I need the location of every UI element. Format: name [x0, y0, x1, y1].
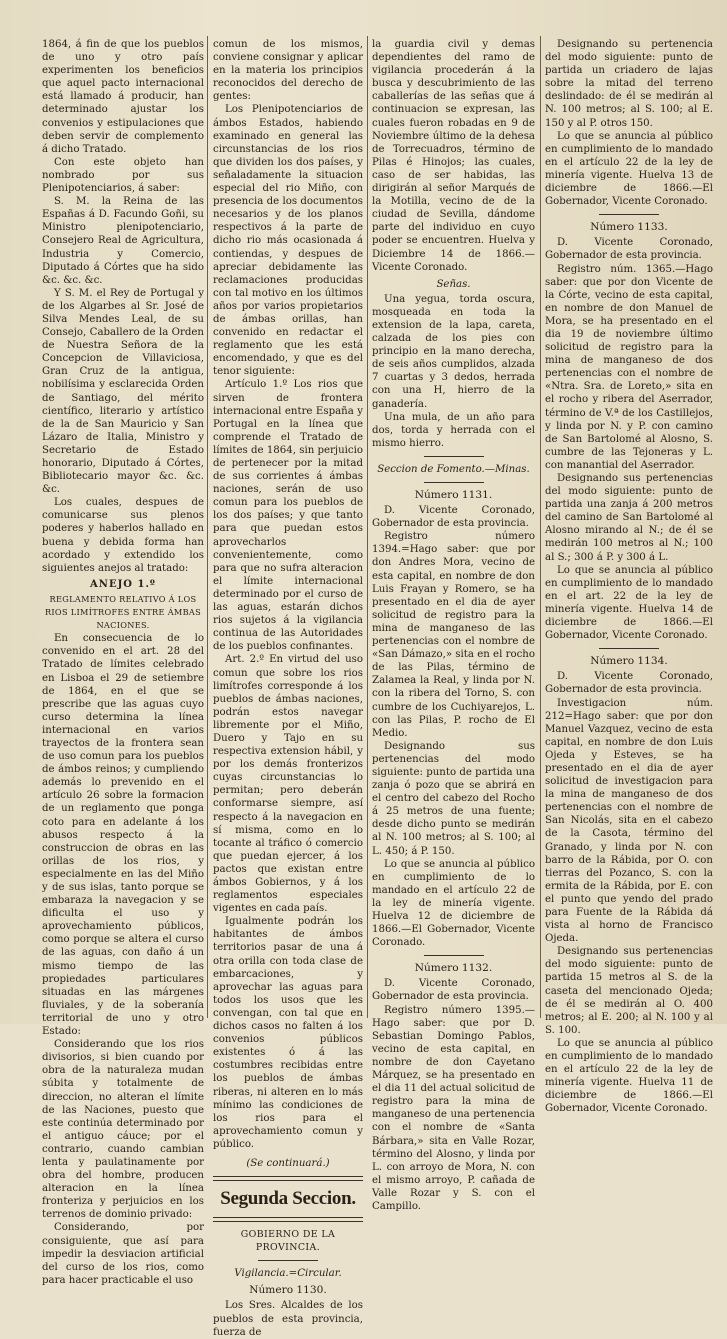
paragraph: Registro número 1394.=Hago saber: que por don Andres Mora, vecino de esta capital, en nombre de don Luis Frayan y Romero, se ha presentado en el dia de ayer solicitud de registro para la mina de manganeso de las pertenencias con el nombre de «San Dámazo,» sita en el rocho de las Pilas, término de Zalamea la Real, y linda por N. con la ribera del Torno, S. con cumbre de los Cuchiyarejos, L. con las Pilas, P. rocho de El Medio.	[372, 531, 535, 739]
senas-heading: Señas.	[436, 278, 471, 290]
reglamento-heading: REGLAMENTO RELATIVO Á LOS RIOS LIMÍTROFES ENTRE ÁMBAS NACIONES.	[44, 593, 202, 631]
paragraph: Designando sus pertenencias del modo siguiente: punto de partida una zanja á 200 metros del camino de San Bartolomé al Alosno mirando al N.; de él se medirán 100 metros al N.; 100 al S.; 300 á P. y 300 á L.	[545, 473, 713, 563]
paragraph: Igualmente podrán los habitantes de ámbos territorios pasar de una á otra orilla con toda clase de embarcaciones, y aprovechar las aguas para todos los usos que les convengan, con tal que en dichos casos no falten á los convenios públicos existentes ó á las costumbres recibidas entre los pueblos de ámbas riberas, ni alteren en lo más mínimo las condiciones de los rios para el aprovechamiento comun y público.	[213, 916, 363, 1150]
paragraph: Artículo 1.º Los rios que sirven de frontera internacional entre España y Portugal en la línea que comprende el Tratado de límites de 1864, sin perjuicio de pertenecer por la mitad de sus corrientes á ámbas naciones, serán de uso comun para los pueblos de los dos países; y que tanto para que puedan estos aprovecharlos convenientemente, como para que no sufra alteracion el límite internacional determinado por el curso de las aguas, estarán dichos rios sujetos á la vigilancia continua de las Autoridades de los pueblos confinantes.	[213, 379, 363, 653]
paragraph: Lo que se anuncia al público en cumplimiento de lo mandado en el artículo 22 de la ley de minería vigente. Huelva 12 de diciembre de 1866.—El Gobernador, Vicente Coronado.	[372, 858, 535, 949]
section-divider	[213, 1176, 363, 1181]
paragraph: D. Vicente Coronado, Gobernador de esta provincia.	[372, 978, 535, 1003]
paragraph: Art. 2.º En virtud del uso comun que sobre los rios limítrofes corresponde á los pueblos de ámbas naciones, podrán estos navegar libremente por el Miño, Duero y Tajo en su respectiva extension hábil, y por los demás fronterizos cuyas circunstancias lo permitan; pero deberán conformarse siempre, así respecto á la navegacion en sí misma, como en lo tocante al tráfico ó comercio que puedan ejercer, á los pactos que existan entre ámbos Gobiernos, y á los reglamentos especiales vigentes en cada país.	[213, 654, 363, 915]
paragraph: Registro número 1395.—Hago saber: que por D. Sebastian Domingo Pablos, vecino de esta capital, en nombre de don Cayetano Márquez, se ha presentado en el dia 11 del actual solicitud de registro para la mina de manganeso de una pertenencia con el nombre de «Santa Bárbara,» sita en Valle Rozar, término del Alosno, y linda por L. con arroyo de Mora, N. con el mismo arroyo, P. cañada de Valle Rozar y S. con el Campillo.	[372, 1004, 535, 1212]
paragraph: Una mula, de un año para dos, torda y herrada con el mismo hierro.	[372, 411, 535, 449]
paragraph: Una yegua, torda oscura, mosqueada en toda la extension de la lapa, careta, calzada de los pies con principio en la mano derecha, de seis años cumplidos, alzada 7 cuartas y 3 dedos, herrada con una H, hierro de la ganadería.	[372, 293, 535, 410]
paragraph: D. Vicente Coronado, Gobernador de esta provincia.	[372, 505, 535, 530]
paragraph: Los Sres. Alcaldes de los pueblos de esta provincia, fuerza de	[213, 1300, 363, 1338]
paragraph: Designando su pertenencia del modo siguiente: punto de partida un criadero de lajas sobre la mitad del terreno deslindado: de él se medirán al N. 100 metros; al S. 100; al E. 150 y al P. otros 150.	[545, 39, 713, 129]
paragraph: Lo que se anuncia al público en cumplimiento de lo mandado en el artículo 22 de la ley de minería vigente. Huelva 13 de diciembre de 1866.—El Gobernador, Vicente Coronado.	[545, 130, 713, 208]
paragraph: Con este objeto han nombrado por sus Plenipotenciarios, á saber:	[42, 156, 204, 195]
paragraph: Considerando que los rios divisorios, si bien cuando por obra de la naturaleza mudan súbita y totalmente de direccion, no alteran el límite de las Naciones, puesto que este continúa determinado por el antiguo cáuce; por el contrario, cuando cambian lenta y paulatinamente por obra del hombre, producen alteracion en la línea fronteriza y perjuicios en los terrenos de dominio privado:	[42, 1039, 204, 1221]
short-divider	[424, 456, 484, 457]
column-rule	[207, 36, 208, 1018]
continuara-note: (Se continuará.)	[246, 1157, 330, 1169]
paragraph: Lo que se anuncia al público en cumplimiento de lo mandado en el art. 22 de la ley de minería vigente. Huelva 14 de diciembre de 1866.—El Gobernador, Vicente Coronado.	[545, 564, 713, 642]
paragraph: Considerando, por consiguiente, que así para impedir la desviacion artificial del curso de los rios, como para hacer practicable el uso	[42, 1222, 204, 1286]
column-rule	[540, 36, 541, 1018]
short-divider	[599, 214, 659, 215]
short-divider	[424, 482, 484, 483]
section-divider	[213, 1217, 363, 1222]
paragraph: Designando sus pertenencias del modo siguiente: punto de partida una zanja ó pozo que se abrirá en el centro del cabezo del Rocho á 25 metros de una fuente; desde dicho punto se medirán al N. 100 metros; al S. 100; al L. 450; á P. 150.	[372, 740, 535, 857]
column-1	[42, 38, 204, 1286]
paragraph: Designando sus pertenencias del modo siguiente: punto de partida 15 metros al S. de la caseta del mencionado Ojeda; de él se medirán al O. 400 metros; al E. 200; al N. 100 y al S. 100.	[545, 946, 713, 1036]
short-divider	[258, 1260, 318, 1261]
numero-heading: Número 1131.	[414, 489, 493, 501]
paragraph: Registro núm. 1365.—Hago saber: que por don Vicente de la Córte, vecino de esta capital, en nombre de don Manuel de Mora, se ha presentado en el dia 19 de noviembre último solicitud de registro para la mina de manganeso de dos pertenencias con el nombre de «Ntra. Sra. de Loreto,» sita en el rocho y ribera del Aserrador, término de V.ª de los Castillejos, y linda por N. y P. con camino de San Bartolomé al Alosno, S. cumbre de las Tejoneras y L. con manantial del Aserrador.	[545, 263, 713, 471]
paragraph: Los Plenipotenciarios de ámbos Estados, habiendo examinado en general las circunstancias de los rios que dividen los dos países, y señaladamente la situacion especial del rio Miño, con presencia de los documentos necesarios y de los planos respectivos á la parte de dicho rio más ocasionada á contiendas, y despues de apreciar debidamente las reclamaciones producidas con tal motivo en los últimos años por varios propietarios de ámbas orillas, han convenido en redactar el reglamento que les está encomendado, y que es del tenor siguiente:	[213, 104, 363, 378]
column-4	[545, 38, 713, 1115]
paragraph: Los cuales, despues de comunicarse sus plenos poderes y haberlos hallado en buena y debida forma han acordado y extendido los siguientes anejos al tratado:	[42, 497, 204, 574]
numero-heading: Número 1134.	[590, 655, 668, 668]
paragraph: comun de los mismos, conviene consignar y aplicar en la materia los principios reconocidos del derecho de gentes:	[213, 39, 363, 103]
vigilancia-heading: Vigilancia.=Circular.	[234, 1268, 342, 1280]
anejo-heading: ANEJO 1.º	[90, 578, 156, 590]
paragraph: Y S. M. el Rey de Portugal y de los Algarbes al Sr. José de Silva Mendes Leal, de su Consejo, Caballero de la Orden de Nuestra Señora de la Concepcion de Villaviciosa, Gran Cruz de la antigua, nobilísima y esclarecida Orden de Santiago, del mérito científico, literario y artístico de la de San Mauricio y San Lázaro de Italia, Ministro y Secretario de Estado honorario, Diputado á Córtes, Bibliotecario mayor &c. &c. &c.	[42, 287, 204, 496]
short-divider	[424, 955, 484, 956]
gobierno-heading: GOBIERNO DE LA PROVINCIA.	[240, 1229, 336, 1254]
paragraph: 1864, á fin de que los pueblos de uno y otro país experimenten los beneficios que aquel pacto internacional está llamado á producir, han determinado ajustar los convenios y estipulaciones que deben servir de complemento á dicho Tratado.	[42, 39, 204, 155]
paragraph: En consecuencia de lo convenido en el art. 28 del Tratado de límites celebrado en Lisboa el 29 de setiembre de 1864, en el que se prescribe que las aguas cuyo curso determina la línea internacional en varios trayectos de la frontera sean de uso comun para los pueblos de ámbos reinos; y cumpliendo además lo prevenido en el artículo 26 sobre la formacion de un reglamento que ponga coto para en adelante á los abusos respecto á la construccion de obras en las orillas de los rios, y especialmente en las del Miño y de sus islas, tanto porque se embaraza la navegacion y se dificulta el uso y aprovechamiento públicos, como porque se altera el curso de las aguas, con daño á un mismo tiempo de las propiedades particulares situadas en las márgenes fluviales, y de la soberanía territorial de uno y otro Estado:	[42, 633, 204, 1038]
paragraph: Investigacion núm. 212=Hago saber: que por don Manuel Vazquez, vecino de esta capital, en nombre de don Luis Ojeda y Esteves, se ha presentado en el dia de ayer solicitud de investigacion para la mina de manganeso de dos pertenencias con el nombre de San Nicolás, sita en el cabezo de la Casota, término del Granado, y linda por N. con barro de la Rábida, por O. con tierras del Pozanco, S. con la ermita de la Rábida, por E. con el punto que yendo del prado para Fuente de la Rábida dá vista al horno de Francisco Ojeda.	[545, 697, 713, 945]
section-title: Segunda Seccion.	[220, 1188, 356, 1210]
short-divider	[599, 648, 659, 649]
numero-heading: Número 1133.	[590, 221, 668, 234]
paragraph: la guardia civil y demas dependientes del ramo de vigilancia procederán á la busca y descubrimiento de las caballerías de las señas que á continuacion se expresan, las cuales fueron robadas en 9 de Noviembre último de la dehesa de Torrecuadros, término de Pilas é Hinojos; las cuales, caso de ser habidas, las dirigirán al señor Marqués de la Motilla, vecino de de la ciudad de Sevilla, dándome parte del individuo en cuyo poder se encuentren. Huelva y Diciembre 14 de 1866.—Vicente Coronado.	[372, 39, 535, 273]
numero-heading: Número 1130.	[249, 1284, 327, 1297]
seccion-fomento-heading: Seccion de Fomento.—Minas.	[377, 463, 530, 475]
paragraph: D. Vicente Coronado, Gobernador de esta provincia.	[545, 671, 713, 696]
paragraph: D. Vicente Coronado, Gobernador de esta provincia.	[545, 237, 713, 262]
column-2	[213, 38, 363, 1338]
numero-heading: Número 1132.	[414, 962, 493, 975]
column-rule	[367, 36, 368, 1018]
column-3	[372, 38, 535, 1212]
paragraph: Lo que se anuncia al público en cumplimiento de lo mandado en el artículo 22 de la ley de minería vigente. Huelva 11 de diciembre de 1866.—El Gobernador, Vicente Coronado.	[545, 1037, 713, 1115]
paragraph: S. M. la Reina de las Españas á D. Facundo Goñi, su Ministro plenipotenciario, Consejero Real de Agricultura, Industria y Comercio, Diputado á Córtes que ha sido &c. &c. &c.	[42, 196, 204, 286]
